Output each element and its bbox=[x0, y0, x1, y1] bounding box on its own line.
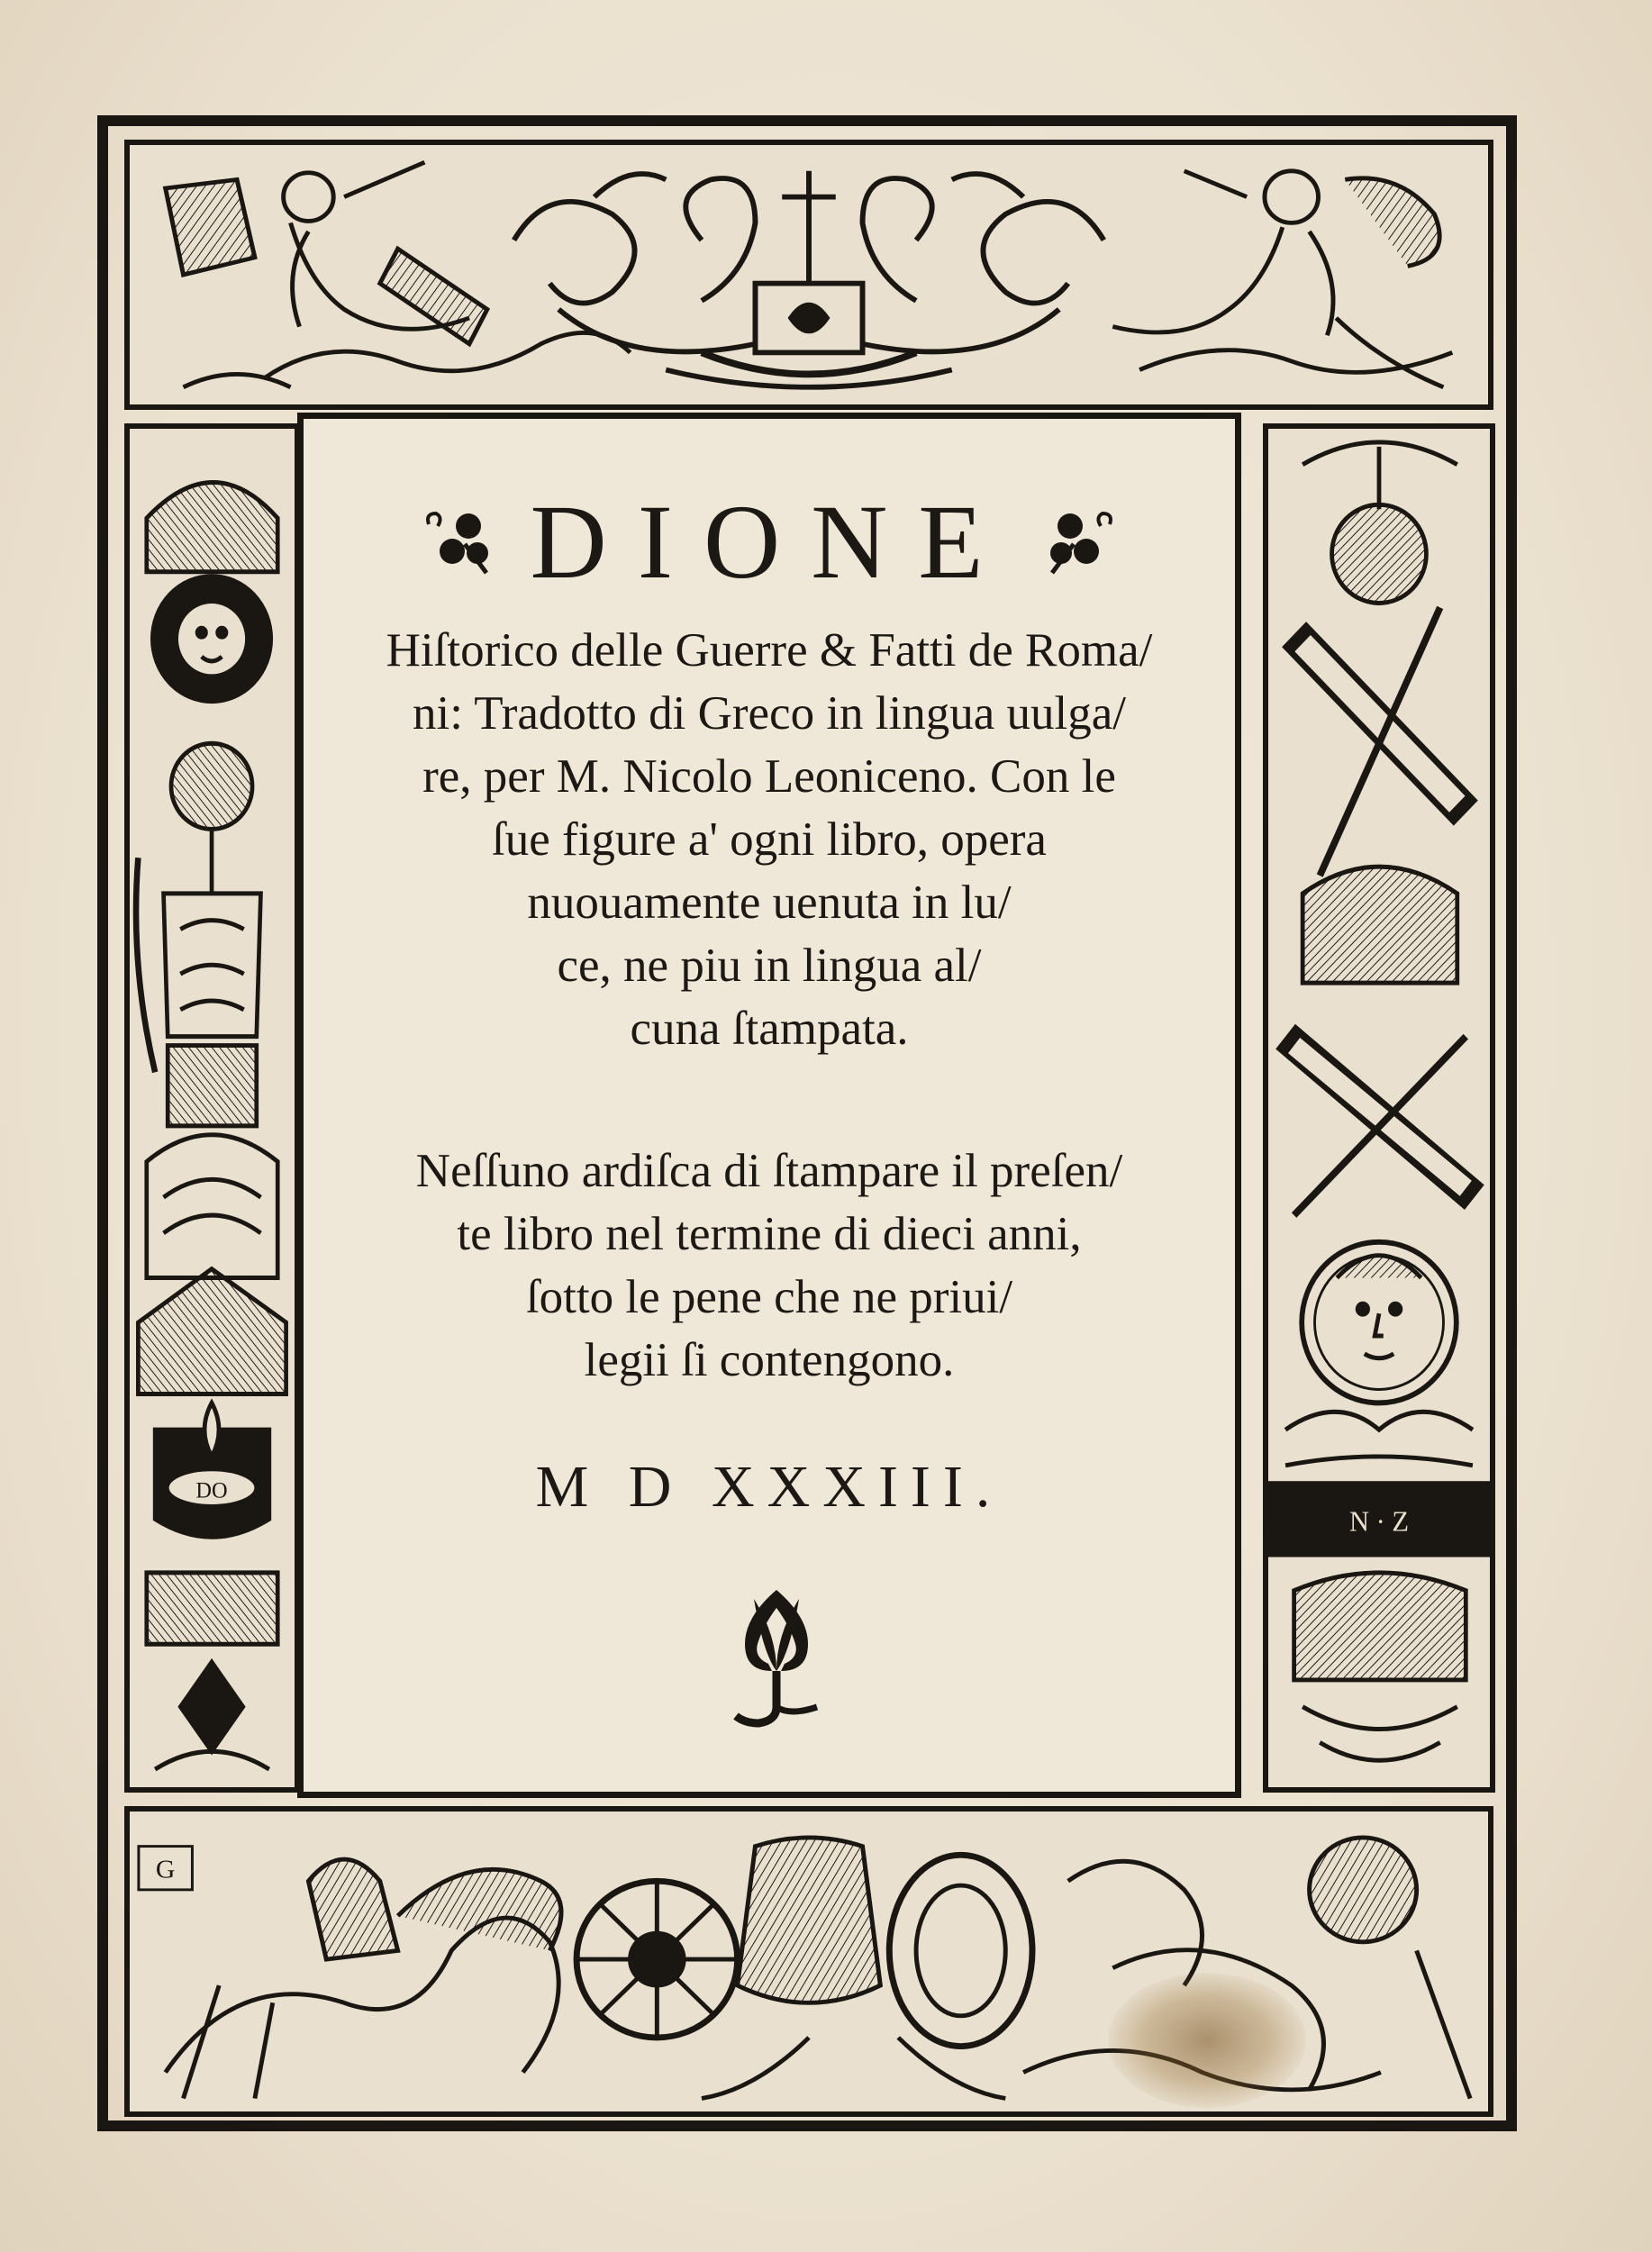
fleuron-right-icon bbox=[1045, 506, 1117, 578]
privilege-line: legii ſi contengono. bbox=[584, 1334, 955, 1386]
description-line: ſue figure a' ogni libro, opera bbox=[492, 813, 1047, 866]
right-ornament-panel bbox=[1263, 423, 1495, 1793]
privilege-line: ſotto le pene che ne priui/ bbox=[525, 1271, 1013, 1323]
printers-device-icon bbox=[727, 1581, 826, 1734]
privilege-line: te libro nel termine di dieci anni, bbox=[457, 1208, 1082, 1260]
foxing-stain bbox=[1108, 1973, 1306, 2108]
publication-date: M D XXXIII. bbox=[535, 1454, 1003, 1520]
plaque-label-right: N · Z bbox=[1348, 1504, 1410, 1538]
description-line: nuouamente uenuta in lu/ bbox=[527, 876, 1012, 929]
fleuron-left-icon bbox=[422, 506, 494, 578]
book-title: DIONE bbox=[530, 483, 1014, 601]
corner-label-bottom: G bbox=[155, 1855, 176, 1884]
title-description bbox=[304, 619, 1235, 1060]
left-ornament-panel bbox=[124, 423, 300, 1793]
top-ornament-panel bbox=[124, 140, 1493, 410]
description-line: re, per M. Nicolo Leoniceno. Con le bbox=[422, 750, 1116, 803]
shield-label-left: DO bbox=[195, 1477, 228, 1503]
description-line: Hiſtorico delle Guerre & Fatti de Roma/ bbox=[386, 624, 1153, 677]
description-line: ni: Tradotto di Greco in lingua uulga/ bbox=[413, 687, 1126, 740]
privilege-notice bbox=[304, 1140, 1235, 1392]
privilege-line: Neſſuno ardiſca di ſtampare il preſen/ bbox=[415, 1145, 1123, 1197]
description-line: ce, ne piu in lingua al/ bbox=[557, 940, 982, 992]
title-row bbox=[304, 483, 1235, 601]
title-text-panel bbox=[297, 413, 1241, 1798]
description-line: cuna ſtampata. bbox=[630, 1003, 909, 1055]
